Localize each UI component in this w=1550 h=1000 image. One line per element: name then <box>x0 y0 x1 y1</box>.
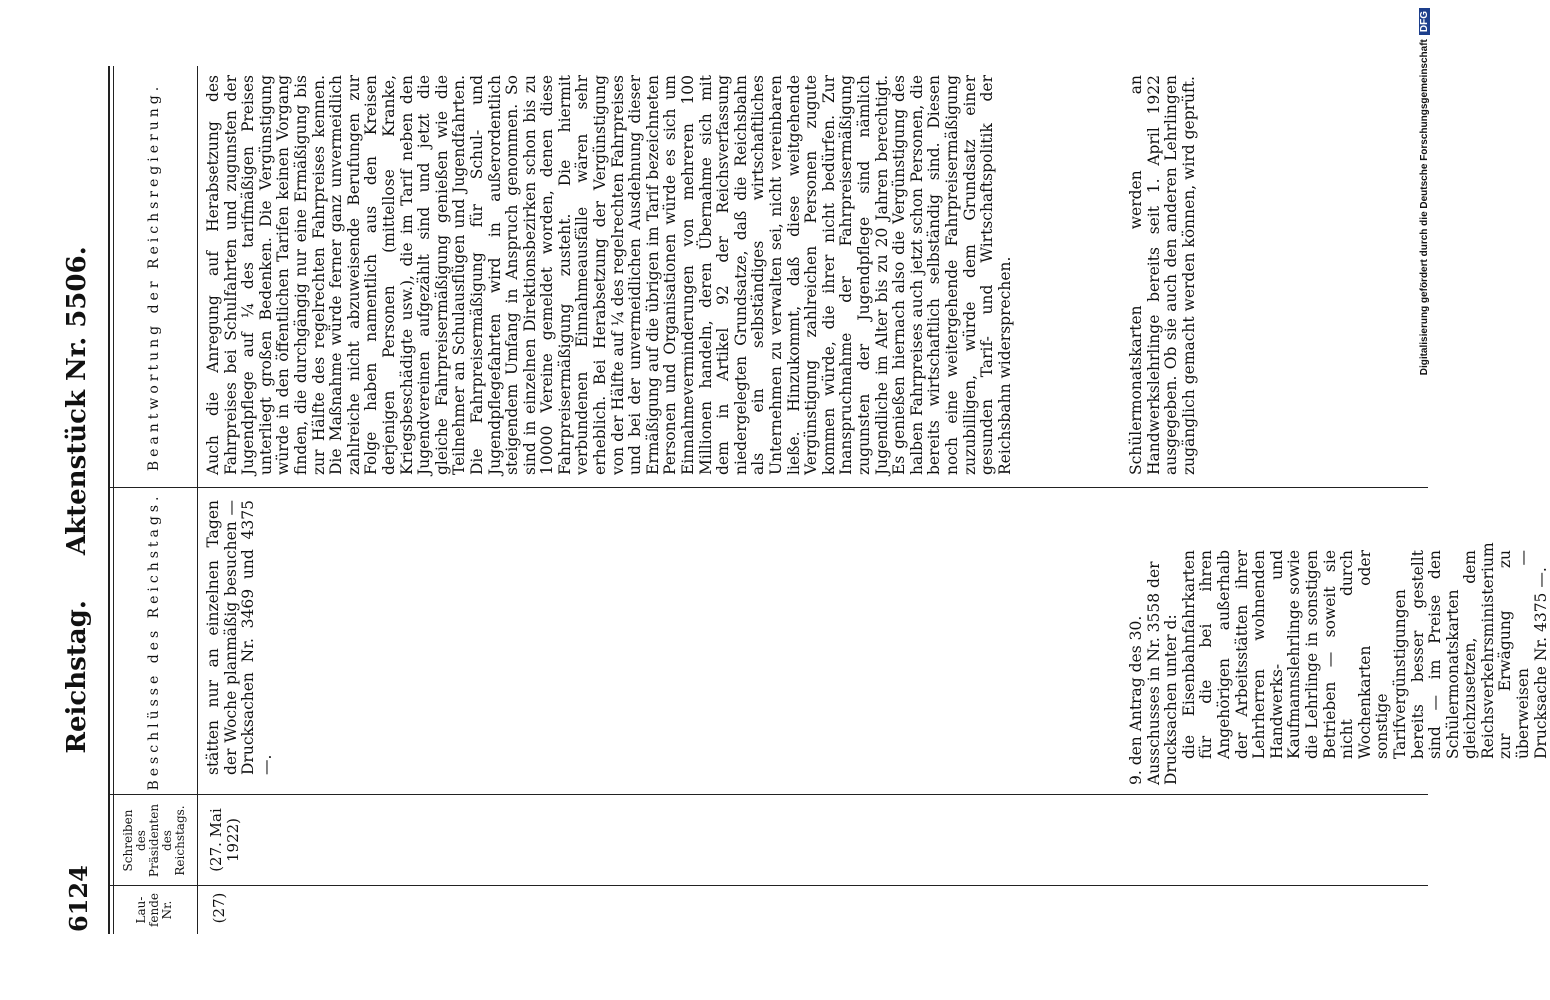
item-9-intro: 9. den Antrag des 30. Ausschusses in Nr. 3558 der Drucksachen unter d: <box>1127 561 1181 785</box>
dfg-stamp <box>1416 8 1432 992</box>
page-header <box>58 60 98 940</box>
item-9-antwort: Schülermonatskarten werden an Handwerkslehrlinge bereits seit 1. April 1922 ausgegeben. Ob sie auch den anderen Lehrlingen zugänglich gemacht werden können, wird geprüft. <box>1127 75 1198 475</box>
dfg-stamp-text: Digitalisierung gefördert durch die Deutsche Forschungsgemeinschaft <box>1418 39 1430 376</box>
table-top-rule-thin <box>113 66 114 934</box>
header-right-title: Aktenstück Nr. 5506. <box>62 246 92 556</box>
col-header-schreiben: Schreiben des Präsidenten des Reichstags. <box>120 803 187 878</box>
header-left-title: Reichstag. <box>62 600 92 754</box>
dfg-logo-icon: DFG <box>1419 8 1430 35</box>
item-9 <box>1127 542 1550 785</box>
item-9-text: die Eisenbahnfahrkarten für die bei ihren Angehörigen außerhalb der Arbeitsstätten ihrer Lehrherren wohnenden Handwerks- und Kaufmannslehrlinge sowie die Lehrlinge in sonstigen Betrieben — soweit sie nicht durch Wochenkarten oder sonstige Tarifvergünstigungen bereits besser gestellt sind — im Preise den Schülermonatskarten gleichzusetzen, dem Reichsverkehrsministerium zur Erwägung zu überweisen — Drucksache Nr. 4375 —. <box>1179 542 1550 759</box>
col-header-beschluesse: Beschlüsse des Reichstags. <box>146 492 162 791</box>
table-header-rule <box>197 66 198 934</box>
col-header-nr: Lau- fende Nr. <box>133 892 174 928</box>
page-title <box>62 60 92 940</box>
column-divider <box>110 794 1428 795</box>
page-number: 6124 <box>64 865 93 932</box>
col-header-beantwortung: Beantwortung der Reichsregierung. <box>146 82 162 472</box>
antwort-text: Auch die Anregung auf Herabsetzung des Fahrpreises bei Schulfahrten und zugunsten der Jugendpflege auf ¼ des tarifmäßigen Preises unterliegt großen Bedenken. Die Vergünstigung würde in den öffentlichen Tarifen keinen Vorgang finden, die durchgängig nur eine Ermäßigung bis zur Hälfte des regelrechten Fahrpreises kennen. Die Maßnahme würde ferner ganz unvermeidlich zahlreiche nicht abzuweisende Berufungen zur Folge haben namentlich aus den Kreisen derjenigen Personen (mittellose Kranke, Kriegsbeschädigte usw.), die im Tarif neben den Jugendvereinen aufgezählt sind und jetzt die gleiche Fahrpreisermäßigung genießen wie die Teilnehmer an Schulausflügen und Jugendfahrten. Die Fahrpreisermäßigung für Schul- und Jugendpflegefahrten wird in außerordentlich steigendem Umfang in Anspruch genommen. So sind in einzelnen Direktionsbezirken schon bis zu 10000 Vereine gemeldet worden, denen diese Fahrpreisermäßigung zusteht. Die hiermit verbundenen Einnahmeausfälle wären sehr erheblich. Bei Herabsetzung der Vergünstigung von der Hälfte auf ¼ des regelrechten Fahrpreises und bei der unvermeidlichen Ausdehnung dieser Ermäßigung auf die übrigen im Tarif bezeichneten Personen und Organisationen würde es sich um Einnahmeverminderungen von mehreren 100 Millionen handeln, deren Übernahme sich mit dem in Artikel 92 der Reichsverfassung niedergelegten Grundsatze, daß die Reichsbahn als ein selbständiges wirtschaftliches Unternehmen zu verwalten sei, nicht vereinbaren ließe. Hinzukommt, daß diese weitgehende Vergünstigung zahlreichen Personen zugute kommen würde, die ihrer nicht bedürfen. Zur Inanspruchnahme der Fahrpreisermäßigung zugunsten der Jugendpflege sind nämlich Jugendliche im Alter bis zu 20 Jahren berechtigt. Es genießen hiernach also die Vergünstigung des halben Fahrpreises auch jetzt schon Personen, die bereits wirtschaftlich selbständig sind. Diesen noch eine weitergehende Fahrpreisermäßigung zuzubilligen, würde dem Grundsatz einer gesunden Tarif- und Wirtschaftspolitik der Reichsbahn widersprechen. <box>204 75 1014 475</box>
beschluss-text: stätten nur an einzelnen Tagen der Woche planmäßig besuchen — Drucksachen Nr. 3469 und 4375 —. <box>204 500 275 775</box>
table-top-rule <box>108 66 110 934</box>
column-divider <box>110 885 1428 886</box>
row-number: (27) <box>210 892 228 924</box>
row-date: (27. Mai 1922) <box>207 808 242 872</box>
column-divider <box>110 487 1428 488</box>
